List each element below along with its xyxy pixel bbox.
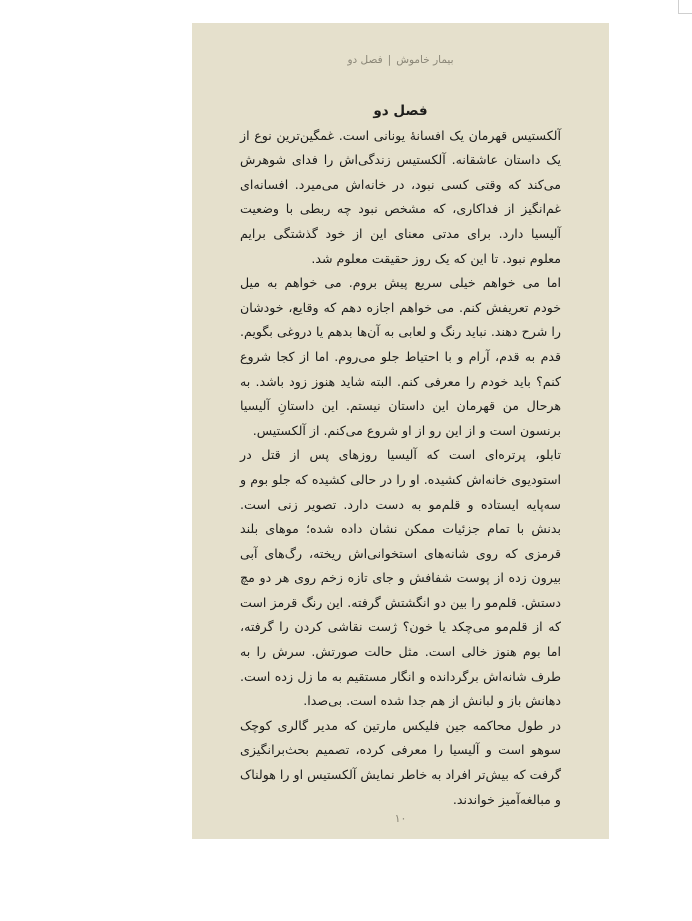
running-header	[192, 54, 609, 66]
viewer-corner	[678, 0, 692, 14]
paragraph-2: اما می خواهم خیلی سریع پیش بروم. می خواهم به میل خودم تعریفش کنم. می خواهم اجازه دهم که وقایع، خودشان را شرح دهند. نباید رنگ و لعابی به آن‌ها بدهم یا دروغی بگویم. قدم به قدم، آرام و با احتیاط جلو می‌روم. اما از کجا شروع کنم؟ باید خودم را معرفی کنم. البته شاید هنوز زود باشد. به هرحال من قهرمان این داستان نیستم. این داستانِ آلیسیا برنسون است و از این رو از او شروع می‌کنم. از آلکستیس.	[240, 275, 561, 438]
header-separator: |	[387, 54, 392, 66]
book-page	[192, 23, 609, 839]
header-chapter-label: فصل دو	[347, 54, 383, 66]
paragraph-1: آلکستیس قهرمان یک افسانهٔ یونانی است. غمگین‌ترین نوع از یک داستان عاشقانه. آلکستیس زندگی‌اش را فدای شوهرش می‌کند که وقتی کسی نبود، در خانه‌اش می‌میرد. افسانه‌ای غم‌انگیز از فداکاری، که مشخص نبود چه ربطی با وضعیت آلیسیا دارد. برای مدتی معنای این از خود گذشتگی برایم معلوم نبود. تا این که یک روز حقیقت معلوم شد.	[240, 127, 561, 266]
page-number: ۱۰	[394, 812, 407, 825]
chapter-title: فصل دو	[373, 103, 428, 119]
header-book-title: بیمار خاموش	[396, 54, 454, 66]
paragraph-4: در طول محاکمه جین فلیکس مارتین که مدیر گالری کوچک سوهو است و آلیسیا را معرفی کرده، تصمیم بحث‌برانگیزی گرفت که بیش‌تر افراد به خاطر نمایش آلکستیس او را هولناک و مبالغه‌آمیز خواندند.	[240, 717, 561, 807]
chapter-content	[240, 99, 561, 812]
paragraph-3: تابلو، پرتره‌ای است که آلیسیا روزهای پس از قتل در استودیوی خانه‌اش کشیده. او را در حالی کشیده که جلو بوم و سه‌پایه ایستاده و قلم‌مو به دست دارد. تصویر زنی است. بدنش با تمام جزئیات ممکن نشان داده شده؛ موهای بلند قرمزی که روی شانه‌های استخوانی‌اش ریخته، رگ‌های آبی بیرون زده از پوست شفافش و جای تازه زخم روی هر دو مچ دستش. قلم‌مو را بین دو انگشتش گرفته. این رنگ قرمز است که از قلم‌مو می‌چکد یا خون؟ ژست نقاشی کردن را گرفته، اما بوم هنوز خالی است. مثل حالت صورتش. سرش را به طرف شانه‌اش برگردانده و انگار مستقیم به ما زل زده است. دهانش باز و لبانش از هم جدا شده است. بی‌صدا.	[240, 447, 561, 709]
